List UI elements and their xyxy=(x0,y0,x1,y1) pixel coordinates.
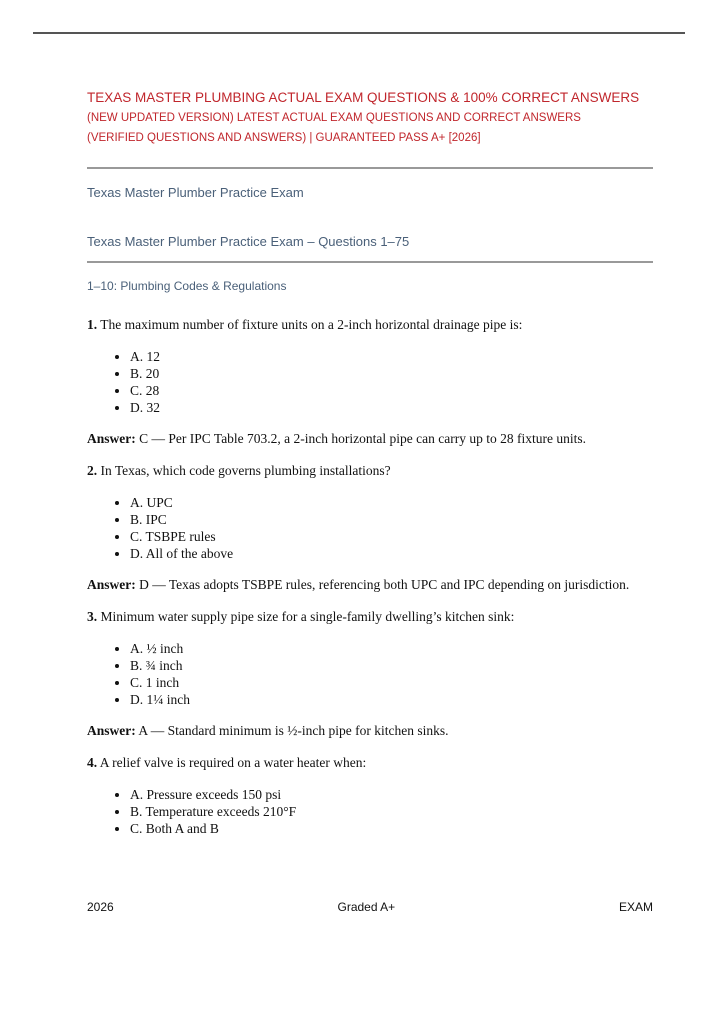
option: • C. Both A and B xyxy=(130,820,647,837)
option: • B. 20 xyxy=(130,365,647,382)
title-line-1: TEXAS MASTER PLUMBING ACTUAL EXAM QUESTIONS & 100% CORRECT ANSWERS xyxy=(87,90,640,105)
footer-grade: Graded A+ xyxy=(337,900,396,914)
question-text: A relief valve is required on a water heater when: xyxy=(99,755,367,770)
option: • A. UPC xyxy=(130,494,647,511)
option: • D. 1¼ inch xyxy=(130,691,647,708)
page-footer xyxy=(87,900,653,914)
subtitle-1: Texas Master Plumber Practice Exam xyxy=(87,185,304,200)
question-number: 2. xyxy=(87,463,98,478)
options-list-1 xyxy=(87,348,647,416)
option: • A. Pressure exceeds 150 psi xyxy=(130,786,647,803)
option: • D. 32 xyxy=(130,399,647,416)
title-line-2: (NEW UPDATED VERSION) LATEST ACTUAL EXAM QUESTIONS AND CORRECT ANSWERS xyxy=(87,112,581,124)
question-number: 1. xyxy=(87,317,98,332)
top-divider xyxy=(33,32,685,34)
section-heading: 1–10: Plumbing Codes & Regulations xyxy=(87,279,287,293)
document-title xyxy=(87,88,657,148)
option: • A. ½ inch xyxy=(130,640,647,657)
title-line-3: (VERIFIED QUESTIONS AND ANSWERS) | GUARANTEED PASS A+ [2026] xyxy=(87,132,481,144)
answer-text: D — Texas adopts TSBPE rules, referencing both UPC and IPC depending on jurisdiction. xyxy=(139,577,630,592)
answer-label: Answer: xyxy=(87,431,136,446)
answer-label: Answer: xyxy=(87,723,136,738)
option: • B. ¾ inch xyxy=(130,657,647,674)
answer-2 xyxy=(87,576,647,594)
option: • B. Temperature exceeds 210°F xyxy=(130,803,647,820)
footer-year: 2026 xyxy=(87,900,114,914)
answer-label: Answer: xyxy=(87,577,136,592)
questions-body xyxy=(87,316,647,851)
title-divider xyxy=(87,167,653,169)
question-3 xyxy=(87,608,647,626)
question-text: Minimum water supply pipe size for a single-family dwelling’s kitchen sink: xyxy=(100,609,515,624)
answer-1 xyxy=(87,430,647,448)
option: • B. IPC xyxy=(130,511,647,528)
question-2 xyxy=(87,462,647,480)
question-number: 3. xyxy=(87,609,98,624)
question-number: 4. xyxy=(87,755,98,770)
footer-label: EXAM xyxy=(618,900,653,914)
question-1 xyxy=(87,316,647,334)
question-4 xyxy=(87,754,647,772)
answer-text: A — Standard minimum is ½-inch pipe for kitchen sinks. xyxy=(138,723,449,738)
subtitle-2: Texas Master Plumber Practice Exam – Questions 1–75 xyxy=(87,234,410,249)
option: • C. 1 inch xyxy=(130,674,647,691)
options-list-3 xyxy=(87,640,647,708)
option: • A. 12 xyxy=(130,348,647,365)
options-list-4 xyxy=(87,786,647,837)
question-text: In Texas, which code governs plumbing installations? xyxy=(100,463,391,478)
option: • C. TSBPE rules xyxy=(130,528,647,545)
question-text: The maximum number of fixture units on a 2-inch horizontal drainage pipe is: xyxy=(100,317,523,332)
option: • D. All of the above xyxy=(130,545,647,562)
option: • C. 28 xyxy=(130,382,647,399)
answer-text: C — Per IPC Table 703.2, a 2-inch horizontal pipe can carry up to 28 fixture units. xyxy=(139,431,586,446)
answer-3 xyxy=(87,722,647,740)
subtitle-divider xyxy=(87,261,653,263)
options-list-2 xyxy=(87,494,647,562)
